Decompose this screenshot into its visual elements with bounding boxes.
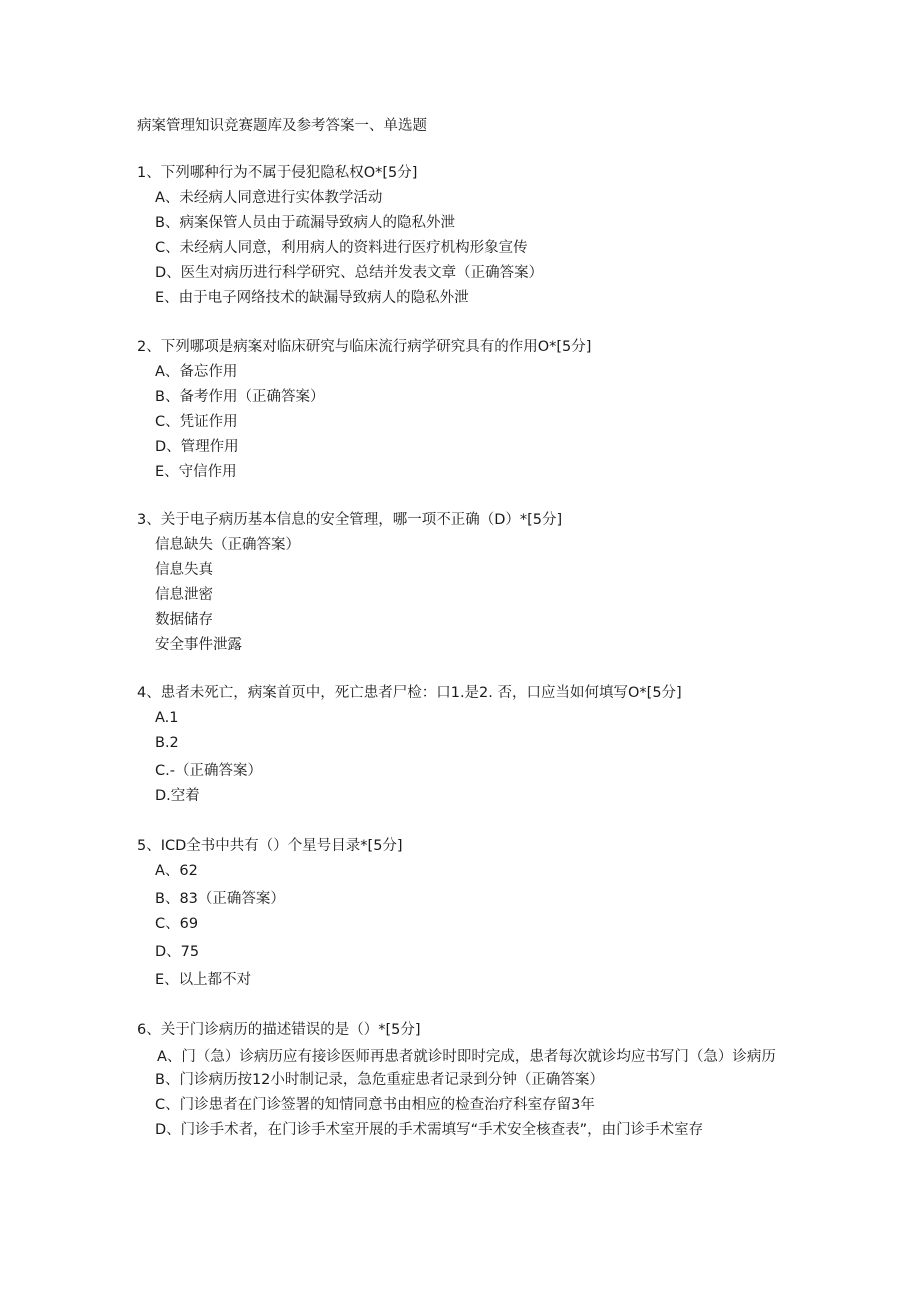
question-stem: 3、关于电子病历基本信息的安全管理，哪一项不正确（D）*[5分] — [137, 512, 563, 528]
option-a: A、62 — [155, 863, 198, 879]
question-stem: 1、下列哪种行为不属于侵犯隐私权O*[5分] — [137, 165, 418, 181]
question-stem: 2、下列哪项是病案对临床研究与临床流行病学研究具有的作用O*[5分] — [137, 339, 592, 355]
option-c: C、未经病人同意，利用病人的资料进行医疗机构形象宣传 — [155, 240, 528, 256]
question-6 — [137, 1020, 787, 1145]
option-d: D.空着 — [155, 788, 200, 804]
option-d: D、医生对病历进行科学研究、总结并发表文章（正确答案） — [155, 265, 544, 281]
question-stem: 5、ICD全书中共有（）个星号目录*[5分] — [137, 838, 403, 854]
question-stem: 4、患者未死亡，病案首页中，死亡患者尸检：口1.是2. 否，口应当如何填写O*[5分] — [137, 685, 682, 701]
option-c: C.-（正确答案） — [155, 763, 262, 779]
option-c: C、门诊患者在门诊签署的知情同意书由相应的检查治疗科室存留3年 — [155, 1097, 595, 1113]
option-e: E、由于电子网络技术的缺漏导致病人的隐私外泄 — [155, 290, 469, 306]
option-1: 信息缺失（正确答案） — [155, 537, 300, 553]
option-d: D、门诊手术者，在门诊手术室开展的手术需填写“手术安全核查表”，由门诊手术室存 — [155, 1122, 704, 1138]
option-a: A、备忘作用 — [155, 364, 238, 380]
option-b: B、备考作用（正确答案） — [155, 389, 325, 405]
option-b: B.2 — [155, 735, 179, 751]
option-e: E、守信作用 — [155, 464, 237, 480]
question-3 — [137, 510, 787, 660]
option-5: 安全事件泄露 — [155, 637, 242, 653]
question-2 — [137, 337, 787, 487]
question-4 — [137, 683, 787, 811]
option-d: D、75 — [155, 944, 200, 960]
option-2: 信息失真 — [155, 562, 213, 578]
option-b: B、门诊病历按12小时制记录，急危重症患者记录到分钟（正确答案） — [155, 1072, 604, 1088]
option-d: D、管理作用 — [155, 439, 239, 455]
question-stem: 6、关于门诊病历的描述错误的是（）*[5分] — [137, 1022, 421, 1038]
option-b: B、83（正确答案） — [155, 891, 285, 907]
option-c: C、69 — [155, 916, 199, 932]
option-a: A.1 — [155, 710, 179, 726]
option-3: 信息泄密 — [155, 587, 213, 603]
question-5 — [137, 836, 787, 995]
option-c: C、凭证作用 — [155, 414, 238, 430]
option-a: A、未经病人同意进行实体教学活动 — [155, 190, 383, 206]
document-title: 病案管理知识竞赛题库及参考答案一、单选题 — [137, 118, 427, 134]
option-e: E、以上都不对 — [155, 972, 252, 988]
option-b: B、病案保管人员由于疏漏导致病人的隐私外泄 — [155, 215, 455, 231]
option-a: A、门（急）诊病历应有接诊医师再患者就诊时即时完成，患者每次就诊均应书写门（急）诊病历 — [157, 1049, 776, 1065]
option-4: 数据储存 — [155, 612, 213, 628]
question-1 — [137, 163, 787, 313]
